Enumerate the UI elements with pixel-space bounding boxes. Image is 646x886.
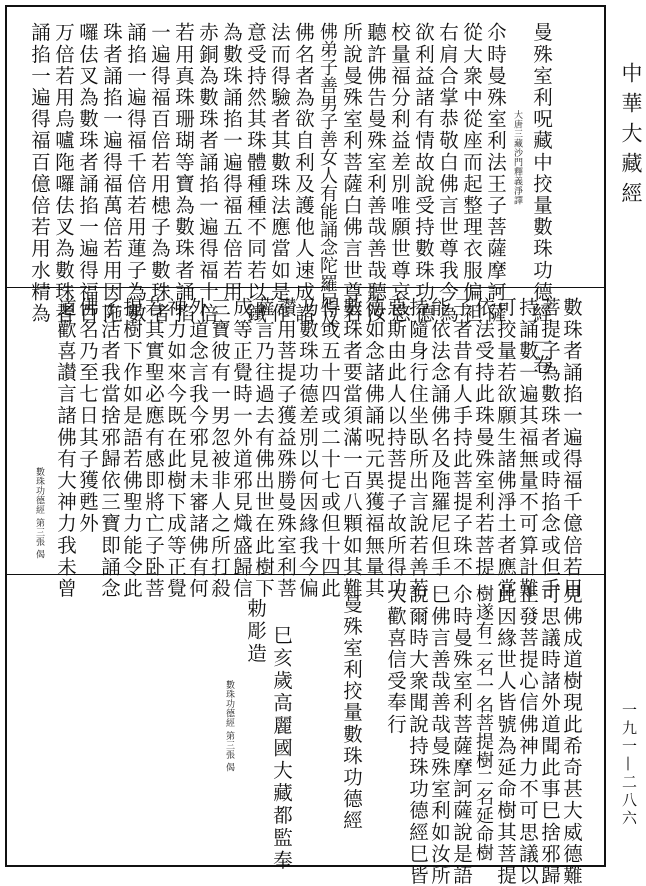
text-column: 子者昔有人手持此菩提子珠不 bbox=[450, 297, 473, 578]
block-mark: 數珠功德經 第三張 偈 bbox=[34, 467, 44, 560]
text-column: 佛弟子善男子善女人有能誦念陀羅尼及 bbox=[317, 22, 338, 328]
text-column: 赤銅為數珠者誦掐一遍得福十倍 bbox=[196, 22, 219, 325]
text-column: 成等正覺時一外道邪見熾盛歸信 bbox=[230, 297, 253, 600]
text-column: 能依法念誦佛名及陁羅尼但手 bbox=[428, 297, 451, 578]
text-column: 從大衆中從座而起整理衣服偏袒 bbox=[460, 22, 483, 325]
colophon-edict: 勅彫造 bbox=[244, 598, 267, 666]
text-column: 大歡喜信受奉行 bbox=[384, 584, 407, 736]
text-column: 數珠者要當須滿一百八顆如其難 bbox=[340, 297, 363, 600]
page-number: 一九一—二八六 bbox=[620, 702, 638, 828]
text-column: 乃數珠功德差別以何因緣我今偏 bbox=[296, 297, 319, 600]
block-mark: 數珠功德經 第三張 偈 bbox=[224, 680, 234, 773]
text-column: 三寶彼有一男忽被非人之所打殺 bbox=[208, 297, 231, 600]
text-column: 得或五十四或二十七或但十四此 bbox=[318, 297, 341, 600]
text-column: 正發菩提心信佛神力不可思議以 bbox=[516, 584, 539, 886]
text-column: 若用真珠珊瑚等寶為數珠者誦掐 bbox=[172, 22, 195, 325]
text-column: 誦掐一遍得福千倍若用蓮子為數 bbox=[124, 22, 147, 325]
text-column: 巳佛言善哉善哉曼殊室利如汝所 bbox=[428, 584, 451, 886]
text-column: 珠者誦掐一遍得福萬倍若用因陁 bbox=[100, 22, 123, 325]
text-column: 為數珠誦掐一遍得福五倍若用 bbox=[220, 22, 243, 303]
text-column: 見佛成道樹現此希奇甚大威德難 bbox=[560, 584, 583, 886]
text-column: 外道念言我今邪見未審諸佛有何 bbox=[186, 297, 209, 600]
text-column: 菩提子為數珠者或時掐念或但手 bbox=[538, 297, 561, 600]
text-column: 可挍量若欲願生諸佛淨土者應當 bbox=[494, 297, 517, 600]
text-column: 神力如來今既在此樹下成等正覺 bbox=[164, 297, 187, 600]
text-column: 可思議時諸外道聞此事巳捨邪歸 bbox=[538, 584, 561, 886]
text-column: 所說曼殊室利菩薩白佛言世尊若 bbox=[340, 22, 363, 325]
text-column: 提樹下作如是語若佛聖力能令此 bbox=[120, 297, 143, 600]
closing-title: 曼殊室利挍量數珠功德經 bbox=[340, 594, 363, 832]
text-column: 樹遂有二名一名菩提樹二名延命樹 bbox=[473, 584, 494, 862]
text-column: 欲利益諸有情故說受持數珠功德 bbox=[412, 22, 435, 325]
text-column: 一遍得福百倍若用槵子為數珠者 bbox=[148, 22, 171, 325]
text-column: 道歡喜讃言諸佛有大神力我未曾 bbox=[54, 297, 77, 600]
collection-title: 中華大藏經 bbox=[619, 62, 643, 212]
colophon: 巳亥歲高麗國大藏都監奉 bbox=[270, 625, 293, 873]
text-column: 依法受持此珠曼殊室利若菩提 bbox=[472, 297, 495, 578]
text-column: 子活者我當捨邪歸依三寶即誦念 bbox=[98, 297, 121, 600]
text-column: 持隨身行住坐臥所出言說若善若 bbox=[406, 297, 429, 600]
text-column: 數珠者誦掐一遍得福千億倍若用 bbox=[560, 297, 583, 600]
text-column: 惡斯由此人以持菩提子故所得功 bbox=[384, 297, 407, 600]
text-column: 佛名者為欲自利及護他人速成諸 bbox=[292, 22, 315, 325]
text-column: 法而得驗者其數珠法應當如是作 bbox=[268, 22, 291, 325]
text-column: 此因緣世人皆號為延命樹其菩提 bbox=[494, 584, 517, 886]
text-column: 聽許佛告曼殊室利善哉善哉聽汝 bbox=[364, 22, 387, 325]
text-column: 万倍若用烏嚧陁囉佉叉為數珠者 bbox=[52, 22, 75, 325]
text-column: 誦掐一遍得福百億倍若用水精為 bbox=[28, 22, 51, 325]
text-column: 囉佉叉為數珠者誦掐一遍得福百 bbox=[76, 22, 99, 325]
text-column: 意受持然其珠體種種不同若以鐵 bbox=[244, 22, 267, 325]
text-column: 佛名乃至七日其子獲甦外 bbox=[76, 297, 99, 535]
text-column: 德如念諸佛誦呪元異獲福無量其 bbox=[362, 297, 385, 600]
text-column: 持誦數一遍其福無量不可算計難 bbox=[516, 297, 539, 600]
text-column: 校量福分利益差別唯願世尊哀愍 bbox=[388, 22, 411, 325]
text-column: 說爾時大衆聞說持珠功德經巳皆 bbox=[406, 584, 429, 886]
text-column: 讃用菩提子獲益殊勝曼殊室利菩 bbox=[274, 297, 297, 600]
text-column: 若其實聖必應有感即將亡子卧菩 bbox=[142, 297, 165, 600]
text-column: 尒時曼殊室利法王子菩薩摩訶薩 bbox=[484, 22, 507, 325]
text-column: 薩言乃往過去有佛出世在此樹下 bbox=[252, 297, 275, 600]
text-column: 尒時曼殊室利菩薩摩訶薩說是語 bbox=[450, 584, 473, 886]
sutra-title: 曼殊室利呪藏中挍量數珠功德經 一卷 bbox=[530, 22, 553, 376]
translator-credit: 大唐三藏沙門釋義淨譯 bbox=[512, 110, 522, 205]
text-column: 右肩合掌恭敬白佛言世尊我今為 bbox=[436, 22, 459, 325]
